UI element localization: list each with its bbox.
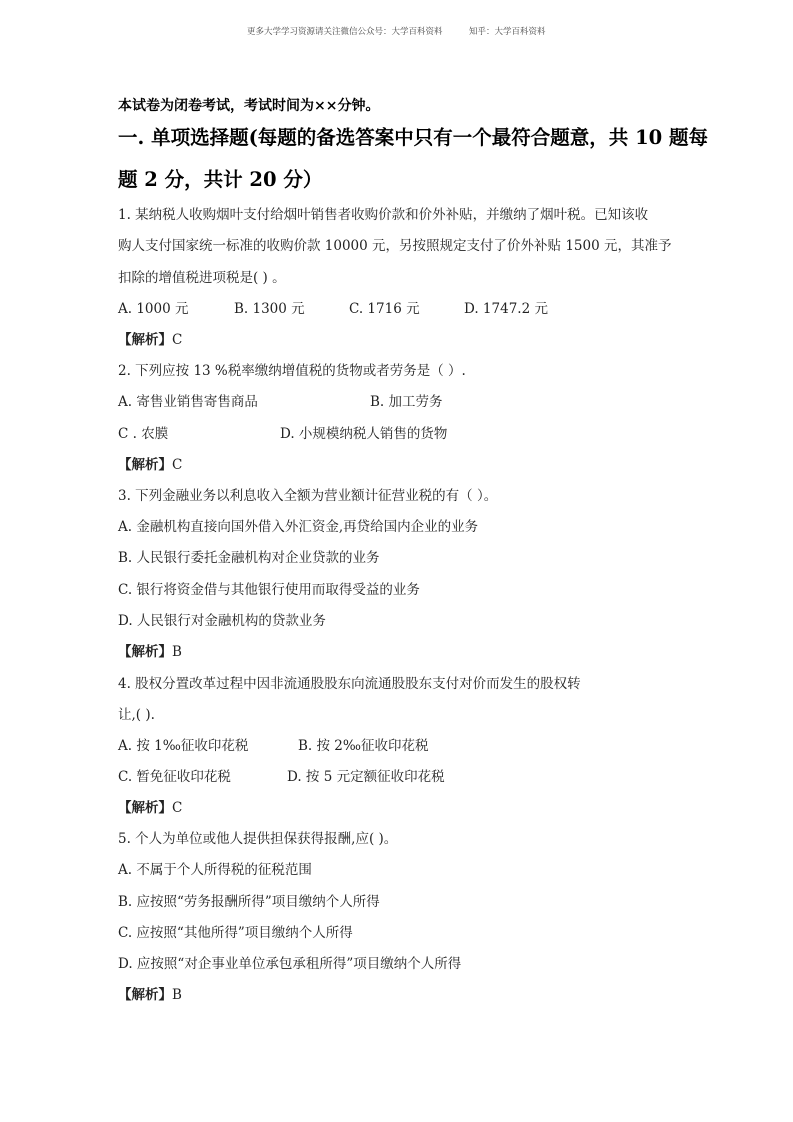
q5-option-a: A. 不属于个人所得税的征税范围	[118, 862, 312, 878]
answer-value: C	[172, 800, 183, 816]
q2-option-a: A. 寄售业销售寄售商品	[118, 394, 258, 410]
question-2-stem: 2. 下列应按 13 %税率缴纳增值税的货物或者劳务是（ ）.	[118, 363, 466, 379]
q1-option-d: D. 1747.2 元	[464, 301, 548, 317]
q5-option-c: C. 应按照“其他所得”项目缴纳个人所得	[118, 925, 353, 941]
question-5-stem: 5. 个人为单位或他人提供担保获得报酬,应( )。	[118, 831, 398, 847]
header-wechat: 更多大学学习资源请关注微信公众号：大学百科资料	[247, 27, 443, 37]
q4-option-a: A. 按 1‰征收印花税	[118, 738, 249, 754]
q4-option-d: D. 按 5 元定额征收印花税	[287, 769, 445, 785]
exam-intro: 本试卷为闭卷考试，考试时间为××分钟。	[118, 98, 380, 114]
answer-value: B	[172, 644, 182, 660]
q5-option-d: D. 应按照“对企事业单位承包承租所得”项目缴纳个人所得	[118, 956, 462, 972]
q1-answer	[118, 331, 182, 349]
answer-label: 【解析】	[118, 800, 172, 816]
q3-option-a: A. 金融机构直接向国外借入外汇资金,再贷给国内企业的业务	[118, 519, 479, 535]
answer-value: C	[172, 332, 183, 348]
q4-answer	[118, 799, 182, 817]
q3-option-d: D. 人民银行对金融机构的贷款业务	[118, 613, 326, 629]
q2-answer	[118, 456, 182, 474]
question-1-stem: 扣除的增值税进项税是( ) 。	[118, 270, 286, 286]
q5-option-b: B. 应按照“劳务报酬所得”项目缴纳个人所得	[118, 894, 380, 910]
q2-option-d: D. 小规模纳税人销售的货物	[280, 426, 448, 442]
answer-label: 【解析】	[118, 457, 172, 473]
question-1-stem: 1. 某纳税人收购烟叶支付给烟叶销售者收购价款和价外补贴，并缴纳了烟叶税。已知该收	[118, 207, 649, 223]
q4-option-b: B. 按 2‰征收印花税	[298, 738, 429, 754]
question-3-stem: 3. 下列金融业务以利息收入全额为营业额计征营业税的有（ ）。	[118, 488, 498, 504]
answer-label: 【解析】	[118, 332, 172, 348]
q2-option-b: B. 加工劳务	[370, 394, 443, 410]
q2-option-c: C . 农膜	[118, 426, 169, 442]
question-1-stem: 购人支付国家统一标准的收购价款 10000 元，另按照规定支付了价外补贴 1500 元，其准予	[118, 238, 672, 254]
q5-answer	[118, 986, 182, 1004]
q4-option-c: C. 暂免征收印花税	[118, 769, 231, 785]
answer-value: B	[172, 987, 182, 1003]
question-4-stem: 4. 股权分置改革过程中因非流通股股东向流通股股东支付对价而发生的股权转	[118, 676, 581, 692]
q1-option-b: B. 1300 元	[234, 301, 305, 317]
q3-option-c: C. 银行将资金借与其他银行使用而取得受益的业务	[118, 582, 420, 598]
header-zhihu: 知乎：大学百科资料	[469, 27, 546, 37]
answer-label: 【解析】	[118, 644, 172, 660]
section-heading: 一. 单项选择题(每题的备选答案中只有一个最符合题意，共 10 题每	[118, 126, 709, 149]
q1-option-c: C. 1716 元	[349, 301, 420, 317]
answer-value: C	[172, 457, 183, 473]
q3-option-b: B. 人民银行委托金融机构对企业贷款的业务	[118, 550, 380, 566]
answer-label: 【解析】	[118, 987, 172, 1003]
section-heading-cont: 题 2 分，共计 20 分）	[118, 168, 323, 191]
question-4-stem: 让,( ).	[118, 707, 155, 723]
q3-answer	[118, 643, 182, 661]
q1-option-a: A. 1000 元	[118, 301, 189, 317]
